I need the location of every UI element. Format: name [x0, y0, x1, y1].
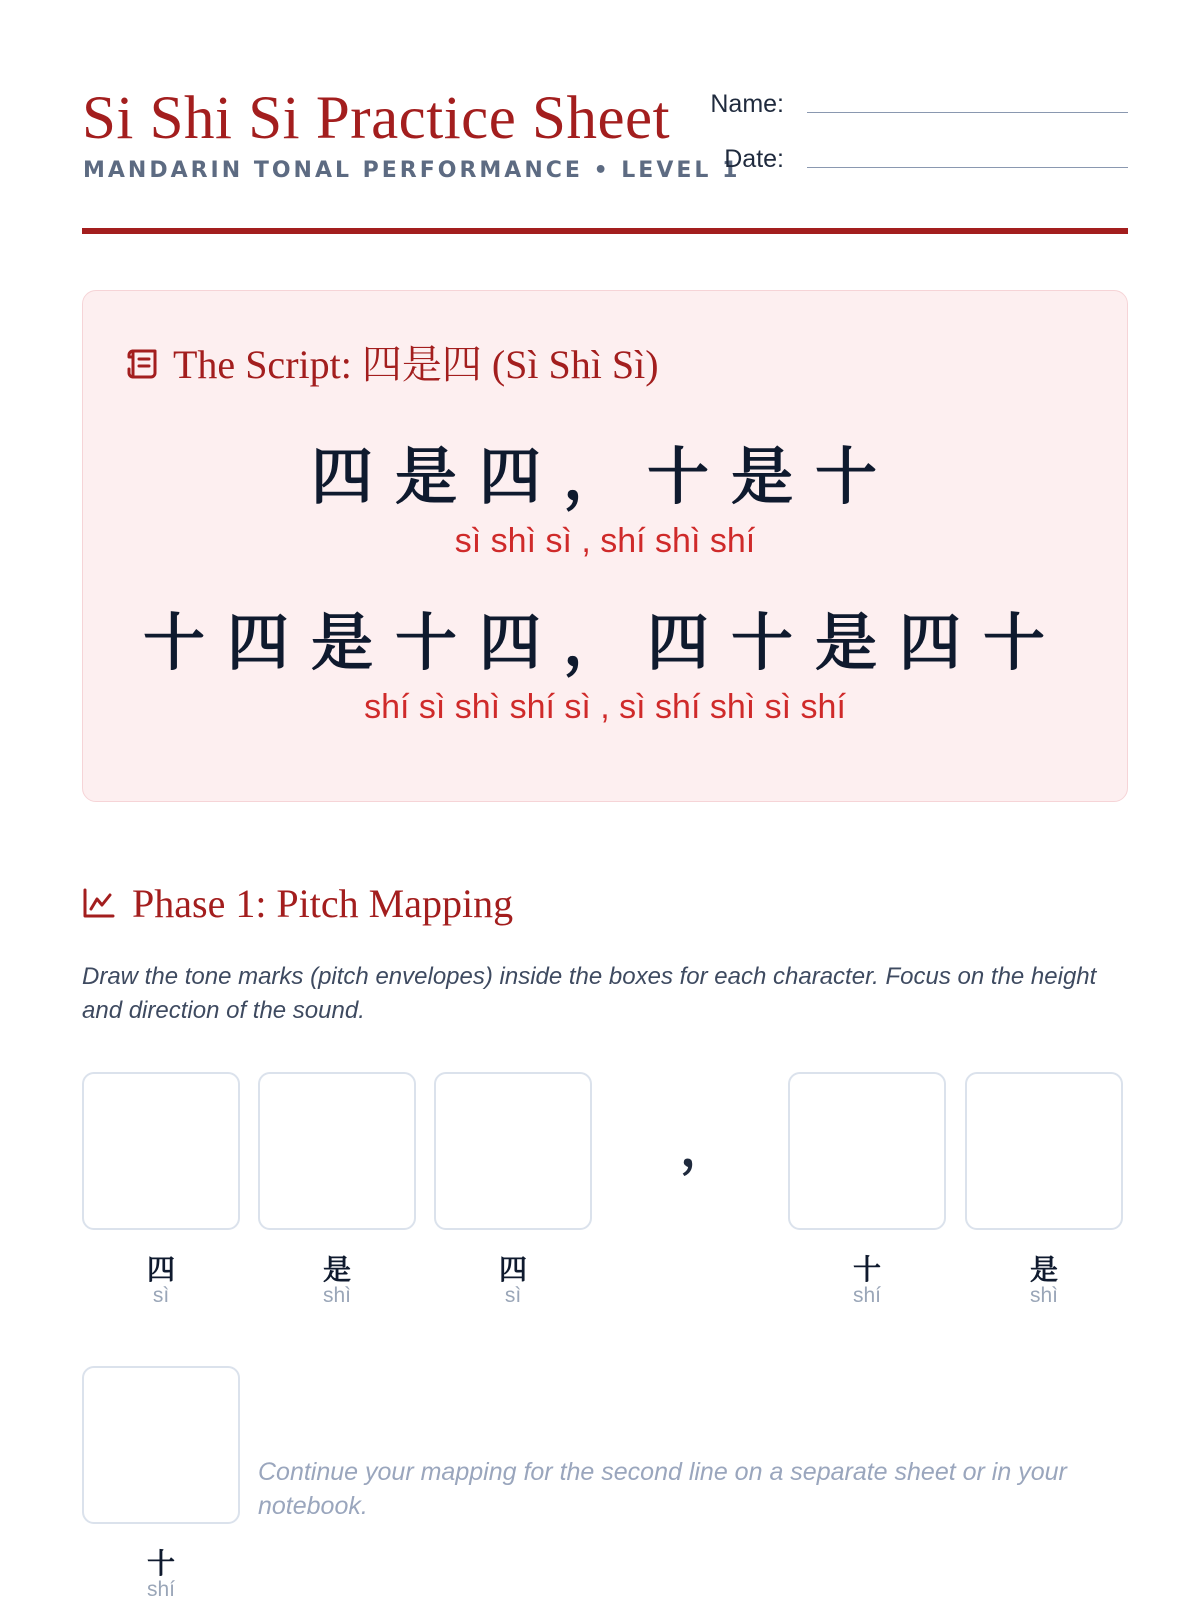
name-input-line[interactable]	[807, 112, 1128, 113]
pitch-box[interactable]	[965, 1072, 1123, 1230]
comma-separator: ，	[680, 1119, 730, 1177]
phase-1-instructions: Draw the tone marks (pitch envelopes) inside the boxes for each character. Focus on the height and direction of the sound.	[82, 963, 1097, 1024]
pitch-box[interactable]	[258, 1072, 416, 1230]
box-char: 十	[146, 1547, 175, 1580]
name-label: Name:	[710, 90, 784, 118]
script-line-2	[83, 593, 1127, 727]
box-char: 十	[852, 1253, 881, 1286]
line-1-hanzi: 四是四，十是十	[310, 440, 899, 513]
continue-note: Continue your mapping for the second line on a separate sheet or in your notebook.	[258, 1458, 1067, 1520]
line-2-pinyin: shí sì shì shí sì , sì shí shì sì shí	[364, 688, 846, 726]
box-pinyin: shì	[322, 1284, 351, 1307]
script-line-1	[83, 427, 1127, 561]
line-chart-icon	[82, 882, 116, 929]
page-header	[82, 80, 1128, 234]
page-title: Si Shi Si Practice Sheet	[82, 85, 671, 152]
script-heading-text: The Script: 四是四 (Sì Shì Sì)	[173, 342, 659, 387]
box-pinyin: shí	[852, 1284, 881, 1307]
student-fields	[688, 90, 1128, 200]
box-pinyin: sì	[504, 1284, 522, 1307]
name-field[interactable]	[688, 90, 1128, 145]
script-panel	[82, 290, 1128, 802]
scroll-icon	[125, 344, 161, 391]
phase-1-heading	[82, 880, 513, 929]
pitch-box[interactable]	[434, 1072, 592, 1230]
line-1-pinyin: sì shì sì , shí shì shí	[454, 522, 756, 560]
page-subtitle: MANDARIN TONAL PERFORMANCE • LEVEL 1	[83, 158, 741, 183]
pitch-box[interactable]	[788, 1072, 946, 1230]
box-pinyin: sì	[152, 1284, 170, 1307]
pitch-box[interactable]	[82, 1072, 240, 1230]
box-pinyin: shí	[146, 1578, 175, 1601]
box-pinyin: shì	[1029, 1284, 1058, 1307]
phase-1-heading-text: Phase 1: Pitch Mapping	[132, 881, 514, 926]
script-heading	[125, 333, 659, 391]
box-char: 四	[498, 1253, 527, 1286]
date-label: Date:	[724, 145, 784, 173]
box-char: 四	[146, 1253, 175, 1286]
box-char: 是	[322, 1253, 351, 1286]
date-field[interactable]	[688, 145, 1128, 200]
pitch-box[interactable]	[82, 1366, 240, 1524]
date-input-line[interactable]	[807, 167, 1128, 168]
line-2-hanzi: 十四是十四，四十是四十	[142, 606, 1067, 679]
header-divider	[82, 228, 1128, 234]
box-char: 是	[1029, 1253, 1058, 1286]
